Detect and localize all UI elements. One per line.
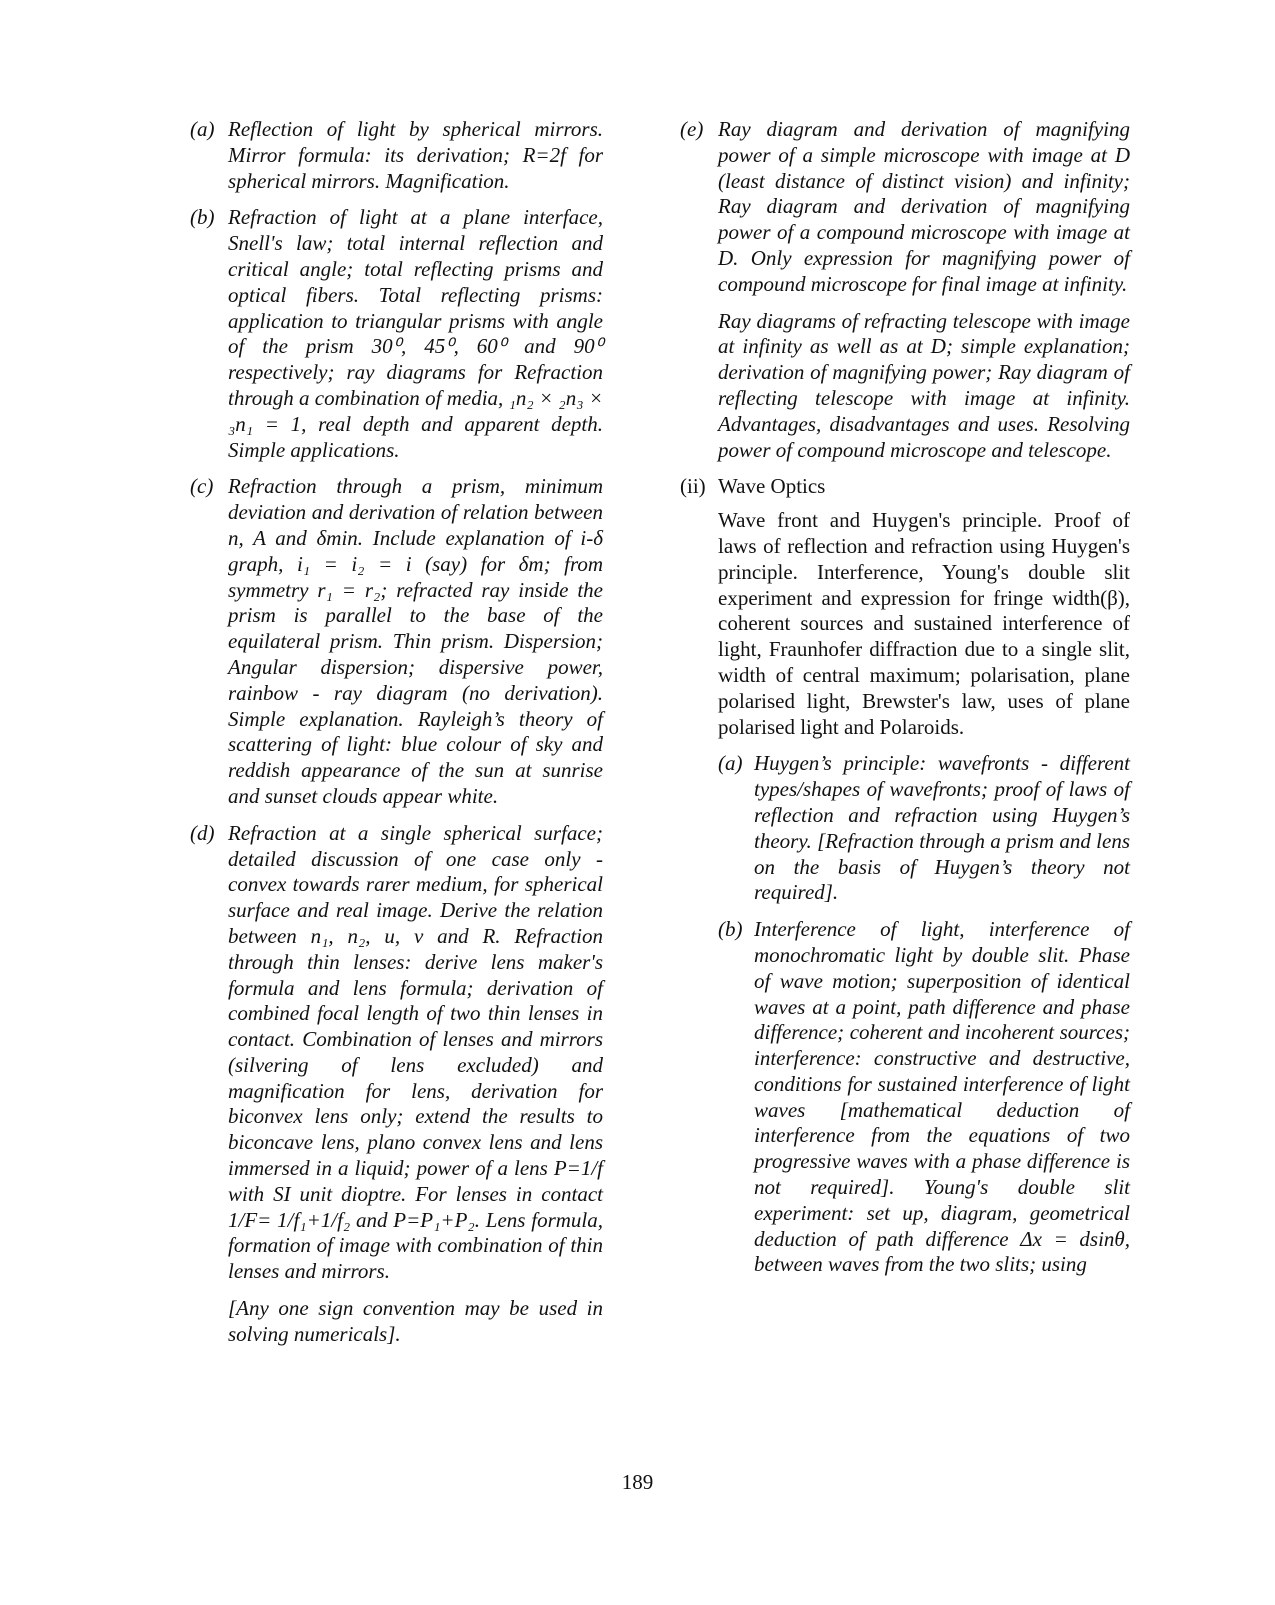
list-item — [190, 474, 603, 809]
item-text: Refraction at a single spherical surface; detailed discussion of one case only - convex towards rarer medium, for spherical surface and real image. Derive the relation between n₁, n₂, u, v and R. Refraction through thin lenses: derive lens maker's formula and lens formula; derivation of combined focal length of two thin lenses in contact. Combination of lenses and mirrors (silvering of lens excluded) and magnification for lens, derivation for biconvex lens only; extend the results to biconcave lens, plano convex lens and lens immersed in a liquid; power of a lens P=1/f with SI unit dioptre. For lenses in contact 1/F= 1/f₁+1/f₂ and P=P₁+P₂. Lens formula, formation of image with combination of thin lenses and mirrors. — [228, 820, 603, 1284]
telescope-paragraph: Ray diagrams of refracting telescope with image at infinity as well as at D; simple explanation; derivation of magnifying power; Ray diagram of reflecting telescope with image at infinity. Advantages, disadvantages and uses. Resolving power of compound microscope and telescope. — [718, 308, 1130, 462]
item-text: Ray diagram and derivation of magnifying power of a simple microscope with image at D (least distance of distinct vision) and infinity; Ray diagram and derivation of magnifying power of a compound microscope with image at D. Only expression for magnifying power of compound microscope for final image at infinity. — [718, 117, 1130, 296]
item-label: (a) — [190, 117, 215, 141]
item-text: Interference of light, interference of monochromatic light by double slit. Phase of wave motion; superposition of identical waves at a point, path difference and phase difference; coherent and incoherent sources; interference: constructive and destructive, conditions for sustained interference of light waves [mathematical deduction of interference from the equations of two progressive waves with a phase difference is not required]. Young's double slit experiment: set up, diagram, geometrical deduction of path difference Δx = dsinθ, between waves from the two slits; using — [754, 917, 1130, 1277]
list-item — [190, 117, 603, 194]
item-text: Huygen’s principle: wavefronts - different types/shapes of wavefronts; proof of laws of reflection and refraction using Huygen’s theory. [Refraction through a prism and lens on the basis of Huygen’s theory not required]. — [754, 751, 1130, 905]
item-label: (c) — [190, 474, 214, 499]
left-column — [190, 117, 603, 1359]
item-text: Refraction through a prism, minimum deviation and derivation of relation between n, A and δmin. Include explanation of i-δ graph, i₁ = i₂ = i (say) for δm; from symmetry r₁ = r₂; refracted ray inside the prism is parallel to the base of the equilateral prism. Thin prism. Dispersion; Angular dispersion; dispersive power, rainbow - ray diagram (no derivation). Simple explanation. Rayleigh’s theory of scattering of light: blue colour of sky and reddish appearance of the sun at sunrise and sunset clouds appear white. — [228, 474, 603, 808]
right-column — [680, 117, 1130, 1289]
page-number: 189 — [621, 1470, 654, 1494]
list-item — [718, 917, 1130, 1278]
item-label: (e) — [680, 117, 704, 141]
wave-optics-intro: Wave front and Huygen's principle. Proof of laws of reflection and refraction using Huygen's principle. Interference, Young's double slit experiment and expression for fringe width(β), coherent sources and sustained interference of light, Fraunhofer diffraction due to a single slit, width of central maximum; polarisation, plane polarised light, Brewster's law, uses of plane polarised light and Polaroids. — [718, 508, 1130, 739]
item-text: Reflection of light by spherical mirrors. Mirror formula: its derivation; R=2f for spherical mirrors. Magnification. — [228, 117, 603, 193]
sign-convention-note: [Any one sign convention may be used in solving numericals]. — [228, 1296, 603, 1346]
item-label: (a) — [718, 751, 743, 776]
item-label: (d) — [190, 820, 215, 845]
item-label: (b) — [190, 205, 215, 230]
item-label: (b) — [718, 917, 743, 942]
list-item — [718, 751, 1130, 906]
section-title: Wave Optics — [718, 474, 826, 499]
section-heading — [680, 474, 1130, 500]
list-item — [190, 205, 603, 463]
section-label: (ii) — [680, 474, 706, 499]
list-item — [190, 821, 603, 1285]
list-item — [680, 117, 1130, 298]
item-text: Refraction of light at a plane interface, Snell's law; total internal reflection and critical angle; total reflecting prisms and optical fibers. Total reflecting prisms: application to triangular prisms with angle of the prism 30⁰, 45⁰, 60⁰ and 90⁰ respectively; ray diagrams for Refraction through a combination of media, ₁n₂ × ₂n₃ × ₃n₁ = 1, real depth and apparent depth. Simple applications. — [228, 205, 603, 462]
